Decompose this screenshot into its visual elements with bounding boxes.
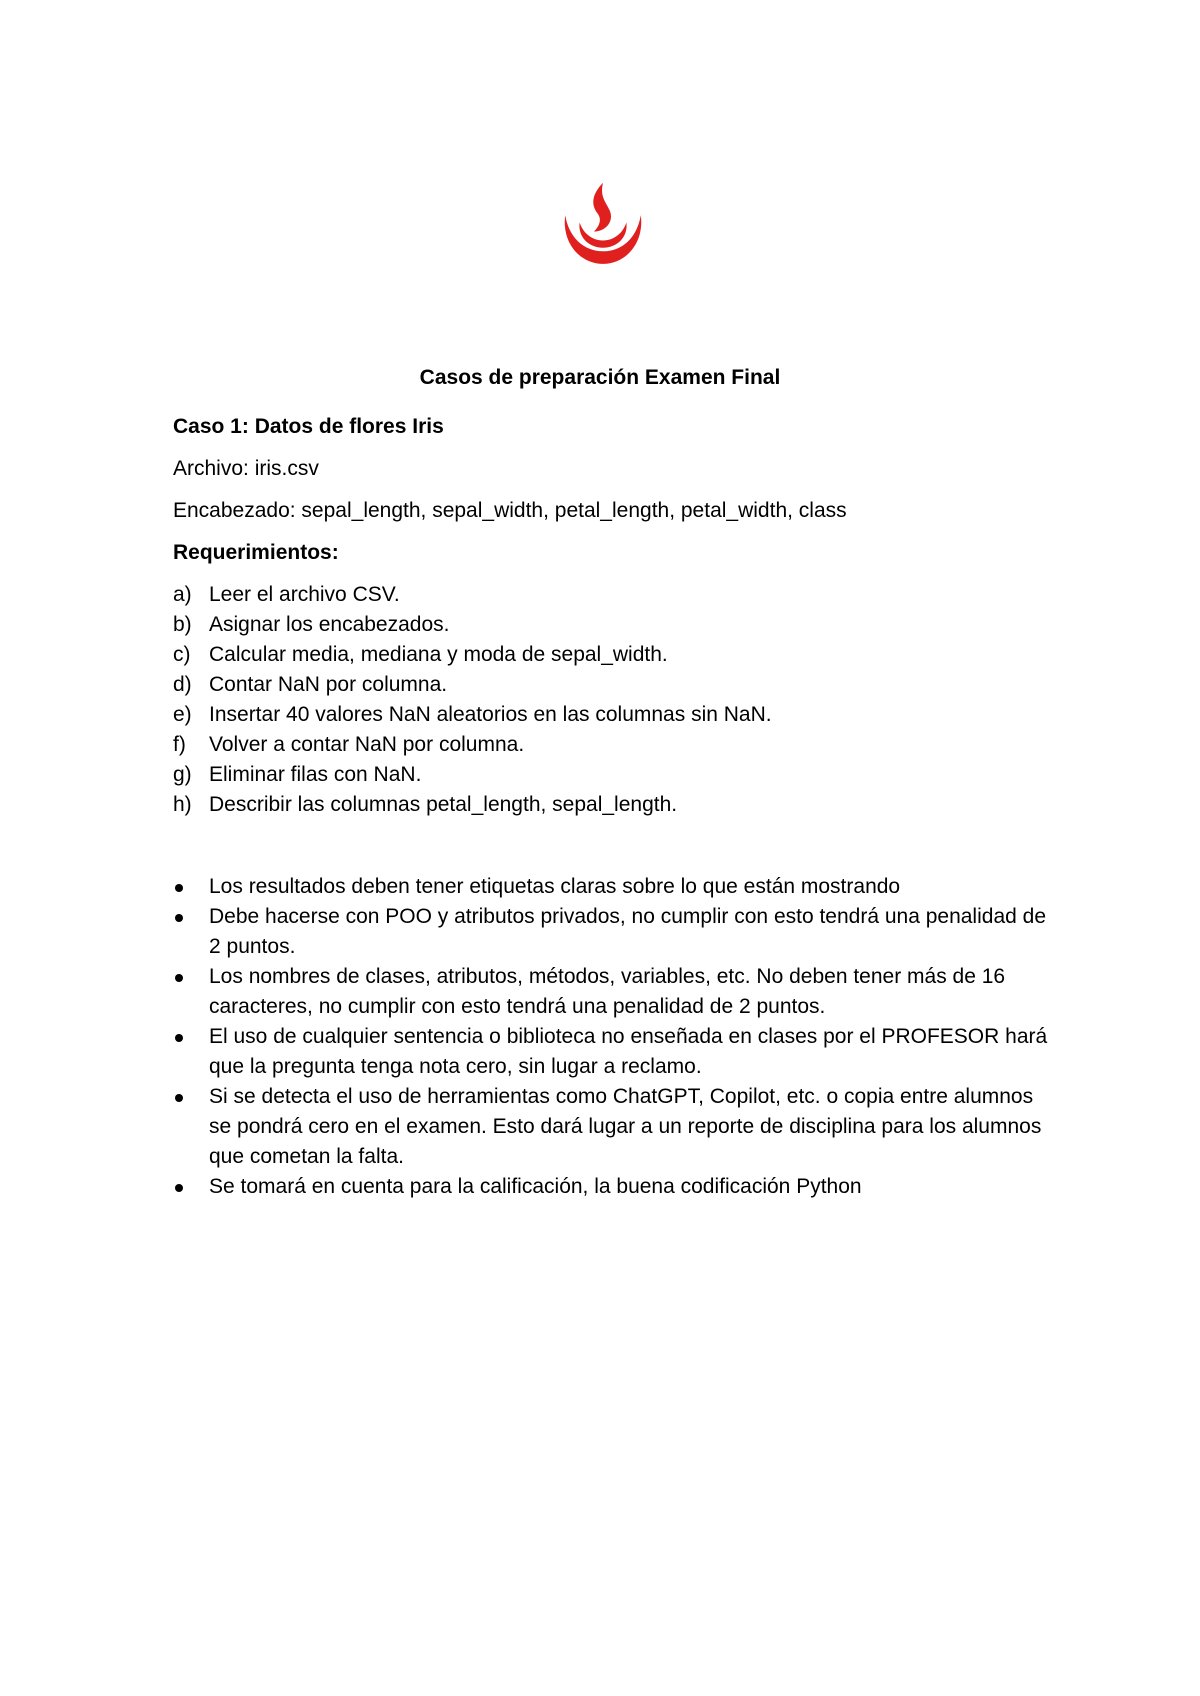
bullet-icon [175, 1184, 183, 1192]
requirement-item [173, 580, 1053, 610]
requirement-item [173, 700, 1053, 730]
university-flame-logo-icon [558, 175, 648, 270]
requirement-marker: b) [173, 613, 192, 636]
requirement-text: Calcular media, mediana y moda de sepal_width. [209, 643, 668, 666]
requirement-item [173, 730, 1053, 760]
requirement-text: Insertar 40 valores NaN aleatorios en las columnas sin NaN. [209, 703, 772, 726]
requirement-marker: e) [173, 703, 192, 726]
note-text: Si se detecta el uso de herramientas como ChatGPT, Copilot, etc. o copia entre alumnos se pondrá cero en el examen. Esto dará lugar a un reporte de disciplina para los alumnos que cometan la falta. [209, 1085, 1042, 1168]
note-text: Los nombres de clases, atributos, métodos, variables, etc. No deben tener más de 16 caracteres, no cumplir con esto tendrá una penalidad de 2 puntos. [209, 965, 1006, 1018]
requirement-text: Leer el archivo CSV. [209, 583, 400, 606]
requirement-marker: h) [173, 793, 192, 816]
case-title: Caso 1: Datos de flores Iris [173, 415, 444, 438]
bullet-icon [175, 974, 183, 982]
requirement-marker: a) [173, 583, 192, 606]
requirement-text: Describir las columnas petal_length, sepal_length. [209, 793, 678, 816]
requirement-text: Volver a contar NaN por columna. [209, 733, 525, 756]
requirement-text: Eliminar filas con NaN. [209, 763, 422, 786]
requirements-title: Requerimientos: [173, 541, 339, 564]
header-line: Encabezado: sepal_length, sepal_width, petal_length, petal_width, class [173, 499, 847, 522]
note-item [173, 1082, 1053, 1172]
requirement-marker: g) [173, 763, 192, 786]
bullet-icon [175, 914, 183, 922]
notes-list [173, 872, 1053, 1202]
requirement-item [173, 790, 1053, 820]
requirement-marker: f) [173, 733, 186, 756]
requirement-marker: d) [173, 673, 192, 696]
note-item [173, 962, 1053, 1022]
note-text: Se tomará en cuenta para la calificación, la buena codificación Python [209, 1175, 862, 1198]
requirement-text: Asignar los encabezados. [209, 613, 450, 636]
note-item [173, 1022, 1053, 1082]
requirement-text: Contar NaN por columna. [209, 673, 448, 696]
bullet-icon [175, 884, 183, 892]
requirement-marker: c) [173, 643, 191, 666]
requirement-item [173, 640, 1053, 670]
bullet-icon [175, 1034, 183, 1042]
file-line: Archivo: iris.csv [173, 457, 319, 480]
note-item [173, 1172, 1053, 1202]
bullet-icon [175, 1094, 183, 1102]
requirement-item [173, 670, 1053, 700]
document-title: Casos de preparación Examen Final [419, 366, 781, 389]
requirement-item [173, 760, 1053, 790]
note-text: Los resultados deben tener etiquetas claras sobre lo que están mostrando [209, 875, 901, 898]
requirement-item [173, 610, 1053, 640]
note-text: El uso de cualquier sentencia o biblioteca no enseñada en clases por el PROFESOR hará que la pregunta tenga nota cero, sin lugar a reclamo. [209, 1025, 1048, 1078]
note-item [173, 872, 1053, 902]
note-text: Debe hacerse con POO y atributos privados, no cumplir con esto tendrá una penalidad de 2 puntos. [209, 905, 1046, 958]
requirements-list [173, 580, 1053, 820]
note-item [173, 902, 1053, 962]
